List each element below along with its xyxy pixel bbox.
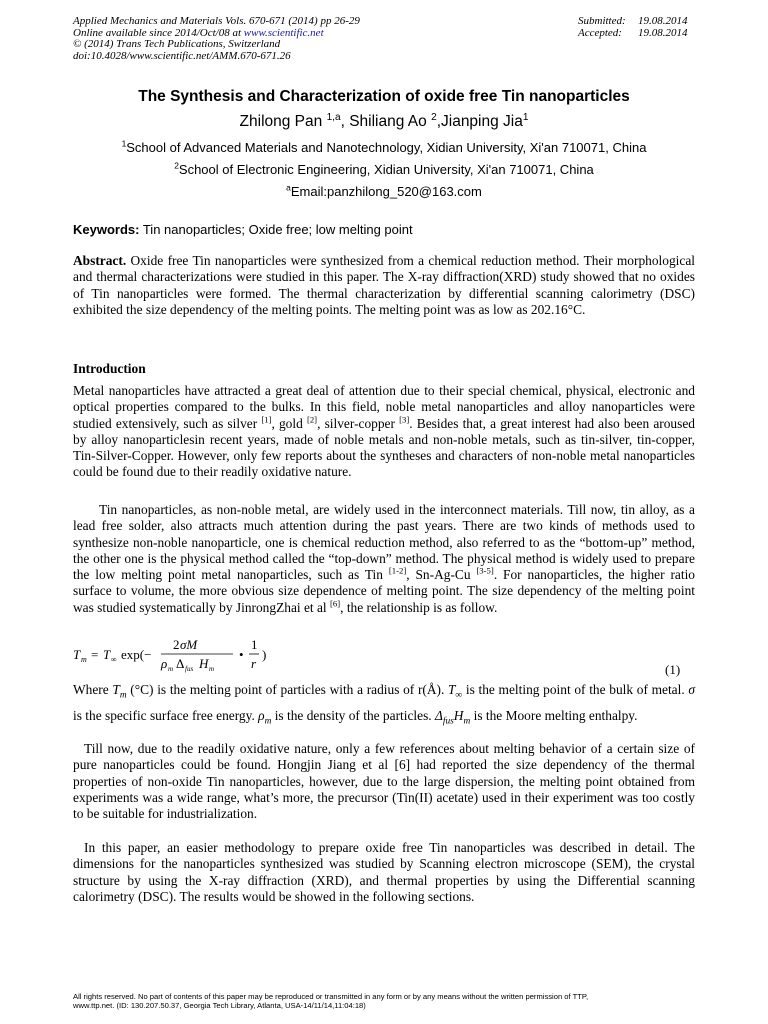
- copyright-line: © (2014) Trans Tech Publications, Switzerland: [73, 38, 281, 50]
- paragraph: Tin nanoparticles, as non-noble metal, are widely used in the interconnect materials. Till now, tin alloy, as a lead free solder, also attracts much attention during the past years. There are two kinds of methods used to synthesize non-noble nanoparticle, one is chemical reduction method, also referred to as the “bottom-up” method, the other one is the physical method called the “top-down” method. The physical method is widely used to prepare the low melting point metal nanoparticles, such as Tin [1-2], Sn-Ag-Cu [3-5]. For nanoparticles, the higher ratio surface to volume, the more obvious size dependence of melting point. The size dependency of the melting point was studied systematically by JinrongZhai et al [6], the relationship is as follow.: [73, 502, 695, 615]
- svg-text:ρ: ρ: [161, 656, 168, 671]
- svg-text:T: T: [103, 647, 111, 662]
- author-list: Zhilong Pan $^{1,a}$, Shiliang Ao $^2$,Jianping Jia$^1$: [239, 111, 529, 130]
- dates-block: [578, 16, 728, 39]
- equation-number: (1): [665, 662, 681, 677]
- svg-text:∞: ∞: [111, 655, 117, 664]
- author-name: Jianping Jia: [441, 113, 523, 130]
- email-affiliation: $^a$Email:panzhilong_520@163.com: [286, 182, 482, 199]
- svg-text:exp(−: exp(−: [121, 647, 152, 662]
- affiliation: $^1$School of Advanced Materials and Nanotechnology, Xidian University, Xi'an 710071, China: [121, 138, 647, 155]
- paper-title: The Synthesis and Characterization of oxide free Tin nanoparticles: [138, 88, 630, 105]
- citation: [3]: [399, 414, 410, 425]
- svg-text:m: m: [168, 665, 174, 673]
- svg-text:Δ: Δ: [176, 656, 185, 671]
- paragraph: Where $T_m$ (°C) is the melting point of particles with a radius of r(Å). $T_\infty$ is the melting point of the bulk of metal. σ is the specific surface free energy. $\rho_m$ is the density of the particles. $\Delta_{fus}H_m$ is the Moore melting enthalpy.: [73, 682, 695, 727]
- publisher-link[interactable]: www.scientific.net: [243, 26, 324, 39]
- section-heading-introduction: Introduction: [73, 361, 146, 376]
- svg-text:σM: σM: [180, 637, 198, 652]
- abstract-label: Abstract.: [73, 253, 127, 268]
- citation: [6]: [329, 598, 341, 609]
- accepted-date: 19.08.2014: [638, 26, 688, 39]
- author-name: Shiliang Ao: [349, 113, 427, 130]
- copyright-footer: All rights reserved. No part of contents of this paper may be reproduced or transmitted in any form or by any means without the written permission of TTP, www.ttp.net. (ID: 130.207.50.37, Georgia Tech Library, Atlanta, USA-14/11/14,11:04:18): [73, 992, 589, 1010]
- doi-line: doi:10.4028/www.scientific.net/AMM.670-671.26: [73, 49, 291, 62]
- citation: [1]: [261, 414, 272, 425]
- svg-text:H: H: [199, 656, 209, 671]
- svg-text:•: •: [239, 647, 244, 662]
- paragraph: Metal nanoparticles have attracted a great deal of attention due to their special chemical, physical, electronic and optical properties compared to the bulks. In this field, noble metal nanoparticles and alloy nanoparticles were studied extensively, such as silver [1], gold [2], silver-copper [3]. Besides that, a great interest had also been aroused by alloy nanoparticlesin recent years, made of noble metals and non-noble metals, such as tin-silver, tin-copper, Tin-Silver-Copper. However, only few reports about the syntheses and characters of non-noble metal nanoparticles could be found due to their readily oxidative nature.: [73, 383, 695, 480]
- equation-graphic: [73, 637, 313, 677]
- svg-text:): ): [262, 647, 267, 662]
- melting-point-equation: [73, 637, 695, 677]
- accepted-label: Accepted:: [578, 26, 622, 39]
- submitted-label: Submitted:: [578, 15, 626, 27]
- online-line: Online available since 2014/Oct/08 at www.scientific.net: [73, 26, 324, 39]
- citation: [1-2]: [388, 565, 407, 576]
- submitted-date: 19.08.2014: [638, 15, 688, 27]
- journal-line: Applied Mechanics and Materials Vols. 670-671 (2014) pp 26-29: [73, 15, 360, 27]
- svg-text:m: m: [209, 665, 215, 673]
- abstract: Abstract. Oxide free Tin nanoparticles were synthesized from a chemical reduction method. Their morphological and thermal characterizations were studied in this paper. The X-ray diffraction(XRD) study showed that no oxides of Tin nanoparticles were formed. The thermal characterization by differential scanning calorimetry (DSC) exhibited the size dependency of the melting points. The melting point was as low as 202.16°C.: [73, 253, 695, 317]
- affiliation: $^2$School of Electronic Engineering, Xidian University, Xi'an 710071, China: [174, 160, 594, 177]
- svg-text:T: T: [73, 647, 81, 662]
- svg-text:r: r: [251, 656, 257, 671]
- svg-text:2: 2: [173, 637, 180, 652]
- svg-text:1: 1: [251, 637, 258, 652]
- keywords: Keywords: Tin nanoparticles; Oxide free; low melting point: [73, 222, 413, 237]
- paragraph: Till now, due to the readily oxidative nature, only a few references about melting behavior of a certain size of pure nanoparticles could be found. Hongjin Jiang et al [6] had reported the size dependency of the thermal properties of non-oxide Tin nanoparticles, however, due to the large dispersion, the melting point obtained from experiments was a wide range, what’s more, the precursor (Tin(II) acetate) used in their experiment was too costly to be suitable for industrialization.: [73, 741, 695, 822]
- svg-text:fus: fus: [185, 665, 194, 673]
- citation: [3-5]: [476, 565, 494, 576]
- citation: [2]: [306, 414, 318, 425]
- author-name: Zhilong Pan: [239, 113, 323, 130]
- publication-header: [73, 16, 493, 62]
- keywords-label: Keywords:: [73, 222, 140, 237]
- paragraph: In this paper, an easier methodology to prepare oxide free Tin nanoparticles was described in detail. The dimensions for the nanoparticles synthesized was studied by Scanning electron microscope (SEM), the crystal structure by using the X-ray diffraction (XRD), and thermal properties by using the Differential scanning calorimetry (DSC). The results would be showed in the following sections.: [73, 840, 695, 904]
- svg-text:m: m: [81, 655, 87, 664]
- svg-text:=: =: [91, 647, 99, 662]
